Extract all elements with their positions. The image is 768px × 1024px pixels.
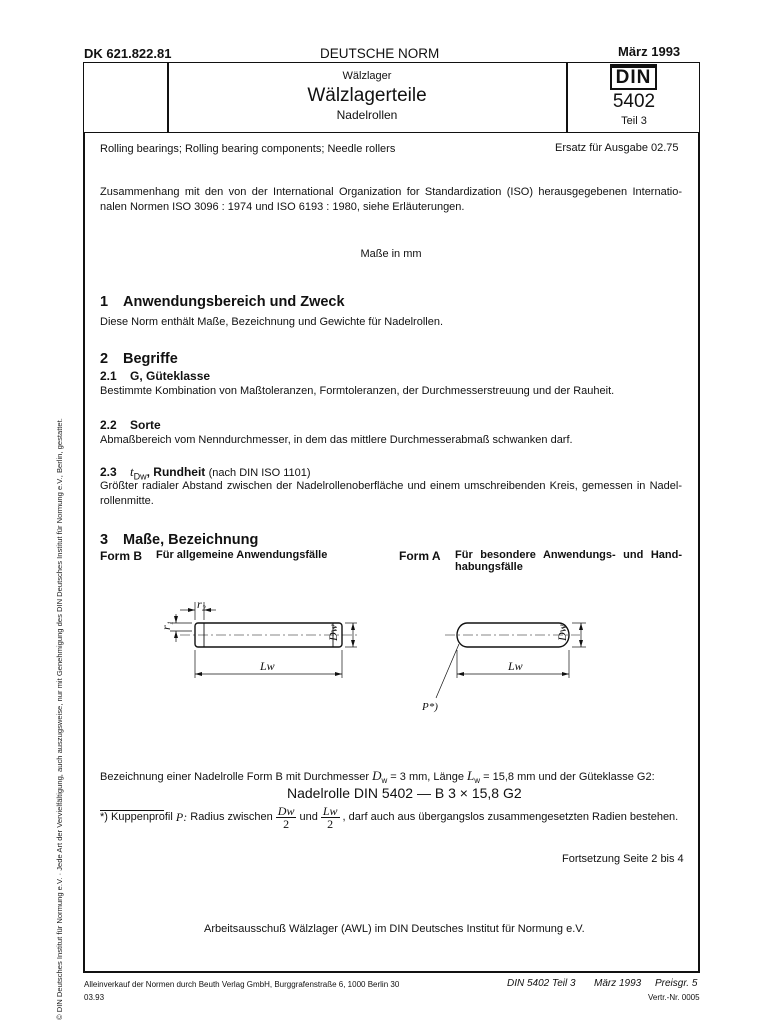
- formA-desc-line-2: habungsfälle: [455, 561, 523, 573]
- din-number: 5402: [612, 91, 656, 112]
- formA-label: Form A: [399, 549, 441, 563]
- arrow-dwa-bottom: [579, 640, 583, 647]
- formA-p-leader: [436, 644, 459, 698]
- sec2-number: 2: [100, 351, 109, 367]
- din-logo: DIN: [610, 64, 657, 90]
- issue-date: März 1993: [618, 44, 681, 59]
- sec21-number: 2.1: [100, 369, 117, 383]
- arrow-lwa-right: [562, 672, 569, 676]
- arrow-dwb-top: [351, 623, 355, 630]
- dk-number: DK 621.822.81: [84, 46, 172, 61]
- label-r2: r₂: [197, 600, 206, 611]
- sec3-number: 3: [100, 532, 109, 548]
- copyright-side-note: © DIN Deutsches Institut für Normung e.V. · Jede Art der Vervielfältigung, auch auszugsweise, nur mit Genehmigung des DIN Deutsches Institut für Normung e.V., Berlin, gestattet.: [55, 418, 64, 1020]
- label-dw-b: Dw: [326, 624, 340, 641]
- title-subtitle: Nadelrollen: [336, 108, 398, 122]
- label-r1: r₁: [159, 621, 173, 630]
- footer-price: Preisgr. 5: [655, 978, 698, 989]
- formB-description: Für allgemeine Anwendungsfälle: [156, 549, 328, 561]
- footnote-rest: , darf auch aus übergangslos zusammengesetzten Radien bestehen.: [342, 811, 679, 823]
- title-category: Wälzlager: [342, 70, 392, 82]
- sec1-number: 1: [100, 294, 109, 310]
- norm-label: DEUTSCHE NORM: [320, 46, 440, 61]
- arrow-dwa-top: [579, 623, 583, 630]
- continuation-note: Fortsetzung Seite 2 bis 4: [562, 853, 684, 865]
- fraction-dw-over-2: [276, 805, 297, 830]
- footer-vertr: Vertr.-Nr. 0005: [648, 993, 700, 1002]
- arrow-lwb-left: [195, 672, 202, 676]
- footer-date: März 1993: [594, 978, 642, 989]
- sec2-title: Begriffe: [123, 351, 178, 367]
- frame-left: [83, 133, 85, 973]
- label-lw-a: Lw: [508, 659, 523, 673]
- designation-part-c: = 15,8 mm und der Güteklasse G2:: [483, 771, 655, 783]
- formA-desc-line-1: Für besondere Anwendungs- und Hand-: [455, 549, 682, 561]
- english-title: Rolling bearings; Rolling bearing components; Needle rollers: [100, 143, 396, 155]
- label-dw-a: Dw: [555, 624, 569, 641]
- replacement-note: Ersatz für Ausgabe 02.75: [555, 142, 679, 154]
- sec23-title: , Rundheit: [146, 465, 206, 479]
- sec3-title: Maße, Bezeichnung: [123, 532, 259, 548]
- footnote-mark: *): [100, 811, 108, 823]
- intro-line-2: nalen Normen ISO 3096 : 1974 und ISO 6193 : 1980, siehe Erläuterungen.: [100, 201, 465, 213]
- lw-subscript: w: [474, 776, 481, 786]
- footnote-prefix: Kuppenprofil: [111, 811, 173, 823]
- frame-right: [698, 133, 700, 973]
- designation-part-b: = 3 mm, Länge: [390, 771, 464, 783]
- needle-roller-drawing: [150, 600, 590, 715]
- intro-line-1: Zusammenhang mit den von der International Organization for Standardization (ISO) herausgegebenen Internatio-: [100, 186, 682, 198]
- sec23-line-2: rollenmitte.: [100, 495, 154, 507]
- fraction-lw-over-2: [321, 805, 340, 830]
- committee-note: Arbeitsausschuß Wälzlager (AWL) im DIN Deutsches Institut für Normung e.V.: [204, 923, 585, 935]
- designation-example: Nadelrolle DIN 5402 — B 3 × 15,8 G2: [287, 785, 522, 801]
- sec21-text: Bestimmte Kombination von Maßtoleranzen, Formtoleranzen, der Durchmesserstreuung und der Rauheit.: [100, 385, 615, 397]
- arrow-lwa-left: [457, 672, 464, 676]
- sec22-text: Abmaßbereich vom Nenndurchmesser, in dem das mittlere Durchmesserabmaß schwanken darf.: [100, 434, 573, 446]
- footnote-und: und: [299, 811, 318, 823]
- sec22-number: 2.2: [100, 418, 117, 432]
- formA-description: [455, 549, 682, 573]
- fraction2-denominator: 2: [327, 817, 334, 831]
- arrow-dwb-bottom: [351, 640, 355, 647]
- units-note: Maße in mm: [360, 248, 422, 260]
- footer-code: 03.93: [84, 993, 105, 1002]
- sec21-title: G, Güteklasse: [130, 369, 211, 383]
- arrow-r1-bottom: [174, 631, 178, 638]
- sec23-line-1: Größter radialer Abstand zwischen der Nadelrollenoberfläche und einem umschreibenden Kreis, gemessen in Nadel-: [100, 480, 682, 492]
- page-title: Wälzlagerteile: [307, 85, 427, 106]
- arrow-lwb-right: [335, 672, 342, 676]
- sec22-title: Sorte: [130, 418, 161, 432]
- frame-bottom: [83, 971, 700, 973]
- intro-text: [100, 185, 682, 215]
- tdw-subscript: Dw: [133, 471, 147, 482]
- footnote-p-symbol: P:: [175, 810, 188, 824]
- din-part: Teil 3: [621, 115, 647, 127]
- footnote: [100, 805, 678, 830]
- label-p: P*): [422, 701, 438, 713]
- footer-doc: DIN 5402 Teil 3: [507, 978, 576, 989]
- dw-symbol: D: [372, 768, 382, 783]
- footer-sale-note: Alleinverkauf der Normen durch Beuth Verlag GmbH, Burggrafenstraße 6, 1000 Berlin 30: [84, 980, 400, 989]
- fraction2-numerator: Lw: [322, 804, 338, 818]
- sec1-title: Anwendungsbereich und Zweck: [123, 294, 345, 310]
- arrow-r1-top: [174, 616, 178, 623]
- dw-subscript: w: [381, 776, 388, 786]
- fraction1-denominator: 2: [283, 817, 290, 831]
- designation-part-a: Bezeichnung einer Nadelrolle Form B mit Durchmesser: [100, 771, 369, 783]
- sec23-number: 2.3: [100, 465, 117, 479]
- label-lw-b: Lw: [260, 659, 275, 673]
- formB-label: Form B: [100, 549, 142, 563]
- sec1-text: Diese Norm enthält Maße, Bezeichnung und Gewichte für Nadelrollen.: [100, 316, 444, 328]
- sec23-reference: (nach DIN ISO 1101): [208, 467, 311, 479]
- arrow-r2-left: [188, 608, 195, 612]
- footnote-radius: Radius zwischen: [190, 811, 273, 823]
- fraction1-numerator: Dw: [277, 804, 295, 818]
- sec23-text: [100, 479, 682, 509]
- tdw-symbol: t: [130, 464, 134, 479]
- lw-symbol: L: [467, 768, 475, 783]
